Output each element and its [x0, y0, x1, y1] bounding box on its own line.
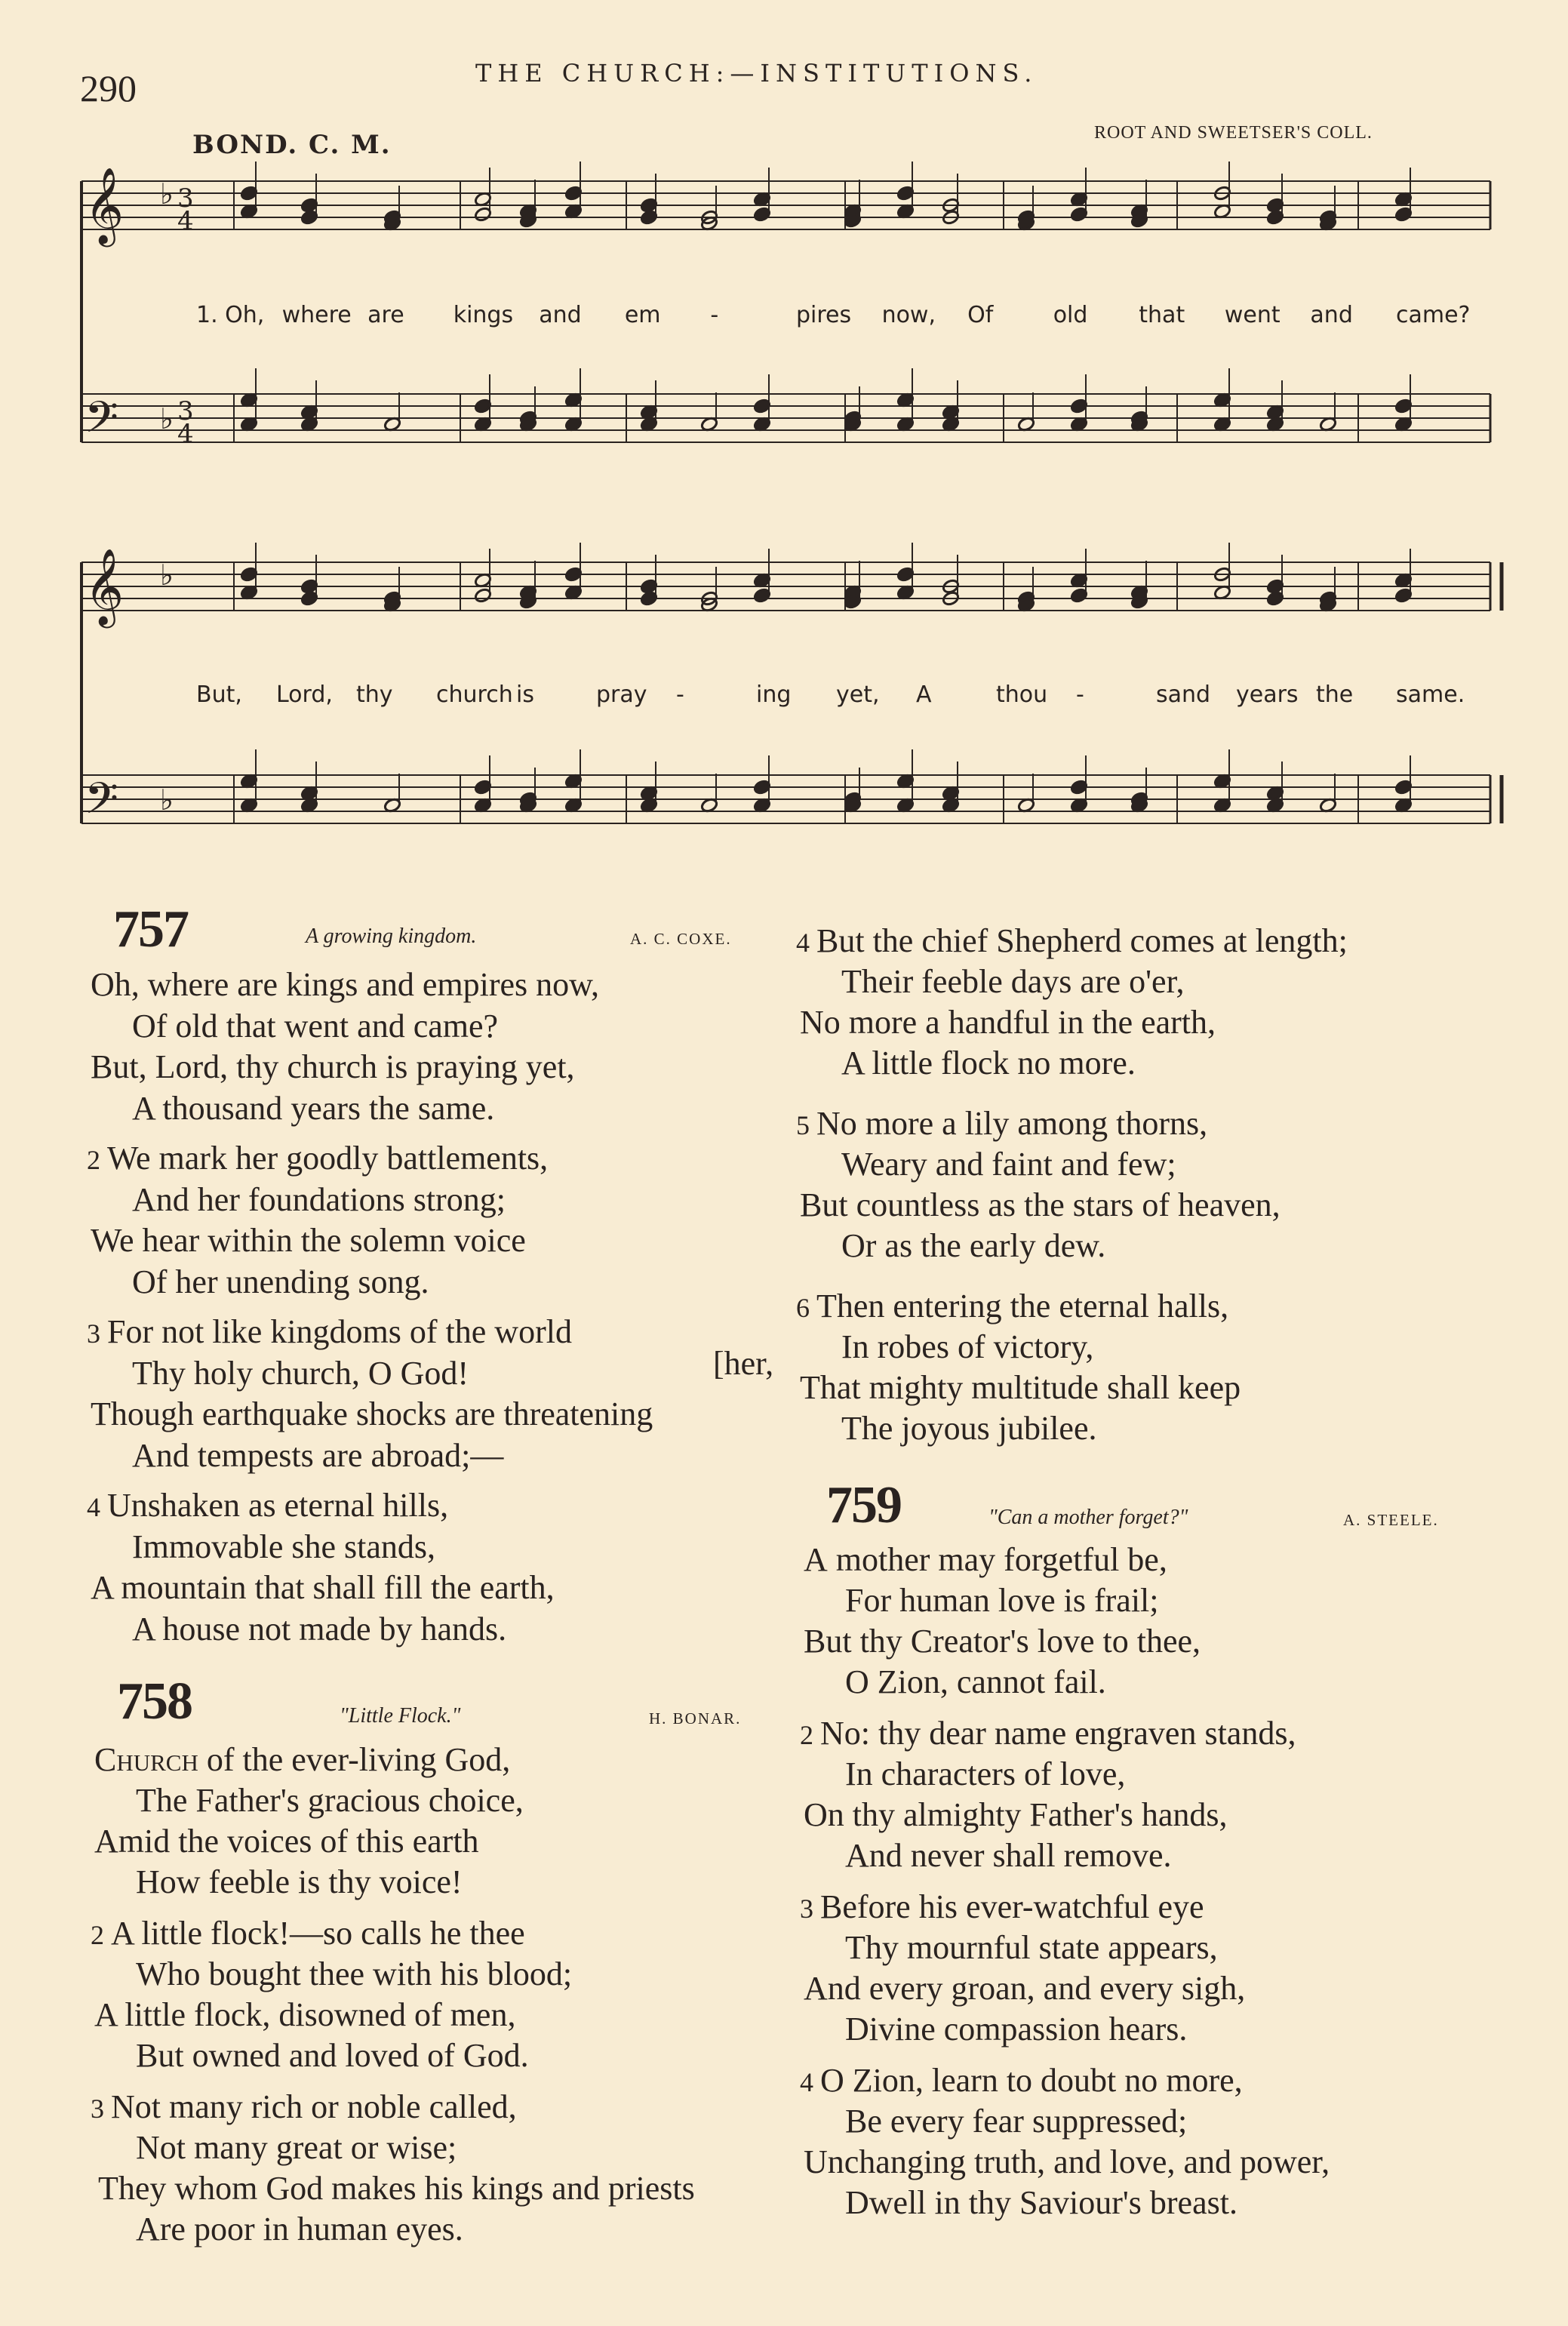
verse-line: And never shall remove. — [845, 1837, 1172, 1874]
svg-text:𝄞: 𝄞 — [85, 547, 125, 625]
lyric-word: church — [436, 681, 513, 708]
lyric-word: are — [367, 302, 404, 328]
verse-line: No more a handful in the earth, — [800, 1004, 1216, 1041]
verse-line: But countless as the stars of heaven, — [800, 1186, 1281, 1223]
verse-line: How feeble is thy voice! — [136, 1863, 463, 1900]
verse-line: [her, — [713, 1345, 774, 1382]
verse-line: Thy holy church, O God! — [132, 1354, 469, 1392]
svg-text:♭: ♭ — [160, 177, 174, 211]
verse-line: Unchanging truth, and love, and power, — [804, 2143, 1330, 2180]
verse-line: 3 For not like kingdoms of the world — [87, 1313, 572, 1350]
running-head: THE CHURCH:—INSTITUTIONS. — [475, 59, 1038, 88]
verse-line: Though earthquake shocks are threatening — [91, 1395, 653, 1432]
svg-text:♭: ♭ — [160, 558, 174, 592]
hymn-number: 757 — [113, 900, 188, 958]
verse-line: And tempests are abroad;— — [132, 1436, 504, 1474]
lyric-word: A — [916, 681, 932, 708]
lyric-word: - — [710, 302, 719, 328]
verse-line: In characters of love, — [845, 1755, 1126, 1792]
lyric-word: and — [1310, 302, 1353, 328]
verse-line: 4 Unshaken as eternal hills, — [87, 1487, 449, 1524]
verse-line: 3 Not many rich or noble called, — [91, 2088, 517, 2125]
verse-line: A house not made by hands. — [132, 1610, 507, 1648]
verse-line: A mother may forgetful be, — [804, 1541, 1167, 1578]
tune-name: BOND. C. M. — [192, 130, 392, 160]
lyric-word: em — [624, 302, 661, 328]
verse-line: Or as the early dew. — [841, 1227, 1106, 1264]
lyric-word: pires — [796, 302, 852, 328]
svg-text:♭: ♭ — [160, 783, 174, 817]
lyric-word: ing — [756, 681, 792, 708]
verse-line: We hear within the solemn voice — [91, 1222, 526, 1259]
verse-line: 4 O Zion, learn to doubt no more, — [800, 2062, 1243, 2099]
hymn-number: 758 — [117, 1672, 192, 1731]
lyric-word: same. — [1396, 681, 1465, 708]
verse-line: They whom God makes his kings and priests — [98, 2170, 695, 2207]
hymn-number: 759 — [826, 1476, 901, 1534]
verse-line: A little flock, disowned of men, — [94, 1996, 516, 2033]
verse-line: Are poor in human eyes. — [136, 2211, 463, 2248]
svg-text:4: 4 — [177, 206, 194, 236]
verse-line: And every groan, and every sigh, — [804, 1970, 1246, 2007]
hymn-title: "Can a mother forget?" — [988, 1506, 1188, 1529]
hymn-author: A. C. COXE. — [630, 930, 732, 948]
verse-line: Amid the voices of this earth — [94, 1823, 479, 1860]
page-number: 290 — [80, 67, 137, 109]
lyric-word: that — [1139, 302, 1185, 328]
svg-text:3: 3 — [177, 396, 194, 426]
hymn-title: "Little Flock." — [340, 1704, 461, 1728]
lyric-word: the — [1316, 681, 1354, 708]
verse-line: But, Lord, thy church is praying yet, — [91, 1048, 575, 1085]
lyric-word: pray — [596, 681, 647, 708]
verse-line: On thy almighty Father's hands, — [804, 1796, 1228, 1833]
lyric-word: is — [516, 681, 534, 708]
lyric-word: Of — [967, 302, 994, 328]
svg-text:♭: ♭ — [160, 402, 174, 435]
lyric-word: - — [1076, 681, 1084, 708]
verse-line: Weary and faint and few; — [841, 1146, 1176, 1183]
lyric-word: Lord, — [276, 681, 333, 708]
verse-line: A thousand years the same. — [132, 1089, 495, 1127]
lyric-word: thy — [356, 681, 393, 708]
verse-line: Divine compassion hears. — [845, 2011, 1188, 2048]
verse-line: Be every fear suppressed; — [845, 2103, 1188, 2140]
svg-text:𝄢: 𝄢 — [85, 773, 119, 835]
verse-line: 2 A little flock!—so calls he thee — [91, 1915, 525, 1952]
verse-line: The joyous jubilee. — [841, 1410, 1097, 1447]
svg-text:𝄢: 𝄢 — [85, 392, 119, 454]
verse-line: 3 Before his ever-watchful eye — [800, 1888, 1204, 1925]
verse-line: The Father's gracious choice, — [136, 1782, 524, 1819]
lyric-word: went — [1224, 302, 1281, 328]
verse-line: Thy mournful state appears, — [845, 1929, 1218, 1966]
verse-line: Oh, where are kings and empires now, — [91, 966, 600, 1003]
verse-line: O Zion, cannot fail. — [845, 1663, 1106, 1700]
lyric-word: sand — [1156, 681, 1211, 708]
lyric-word: 1. Oh, — [196, 302, 265, 328]
lyric-word: came? — [1396, 302, 1471, 328]
verse-line: Who bought thee with his blood; — [136, 1955, 573, 1992]
lyric-word: old — [1053, 302, 1088, 328]
lyric-word: where — [281, 302, 352, 328]
hymn-author: A. STEELE. — [1343, 1511, 1439, 1529]
verse-line: 2 We mark her goodly battlements, — [87, 1140, 549, 1177]
svg-text:3: 3 — [177, 183, 194, 214]
lyric-word: yet, — [836, 681, 880, 708]
verse-line: Of her unending song. — [132, 1263, 429, 1300]
lyric-word: years — [1236, 681, 1299, 708]
verse-line: A mountain that shall fill the earth, — [91, 1569, 555, 1606]
tune-source: ROOT AND SWEETSER'S COLL. — [1094, 123, 1373, 143]
verse-line: And her foundations strong; — [132, 1180, 506, 1218]
lyric-word: now, — [881, 302, 936, 328]
verse-line: But owned and loved of God. — [136, 2037, 529, 2074]
lyric-word: But, — [196, 681, 242, 708]
verse-line: Church of the ever-living God, — [94, 1741, 511, 1778]
verse-line: Immovable she stands, — [132, 1528, 436, 1565]
verse-line: Dwell in thy Saviour's breast. — [845, 2184, 1237, 2221]
verse-line: But thy Creator's love to thee, — [804, 1623, 1201, 1660]
hymn-title: A growing kingdom. — [306, 925, 477, 948]
verse-line: 4 But the chief Shepherd comes at length; — [796, 922, 1348, 959]
verse-line: In robes of victory, — [841, 1328, 1094, 1365]
verse-line: 2 No: thy dear name engraven stands, — [800, 1715, 1296, 1752]
verse-line: A little flock no more. — [841, 1045, 1136, 1081]
verse-line: Their feeble days are o'er, — [841, 963, 1185, 1000]
verse-line: That mighty multitude shall keep — [800, 1369, 1241, 1406]
svg-text:𝄞: 𝄞 — [85, 166, 125, 244]
verse-line: 6 Then entering the eternal halls, — [796, 1288, 1229, 1325]
verse-line: For human love is frail; — [845, 1582, 1159, 1619]
verse-line: Of old that went and came? — [132, 1007, 499, 1045]
hymn-author: H. BONAR. — [649, 1709, 742, 1728]
music-score — [0, 0, 1568, 906]
svg-text:4: 4 — [177, 419, 194, 449]
verse-line: Not many great or wise; — [136, 2129, 457, 2166]
lyric-word: - — [676, 681, 684, 708]
lyric-word: kings — [453, 302, 514, 328]
lyric-word: thou — [996, 681, 1048, 708]
verse-line: 5 No more a lily among thorns, — [796, 1105, 1208, 1142]
lyric-word: and — [539, 302, 582, 328]
